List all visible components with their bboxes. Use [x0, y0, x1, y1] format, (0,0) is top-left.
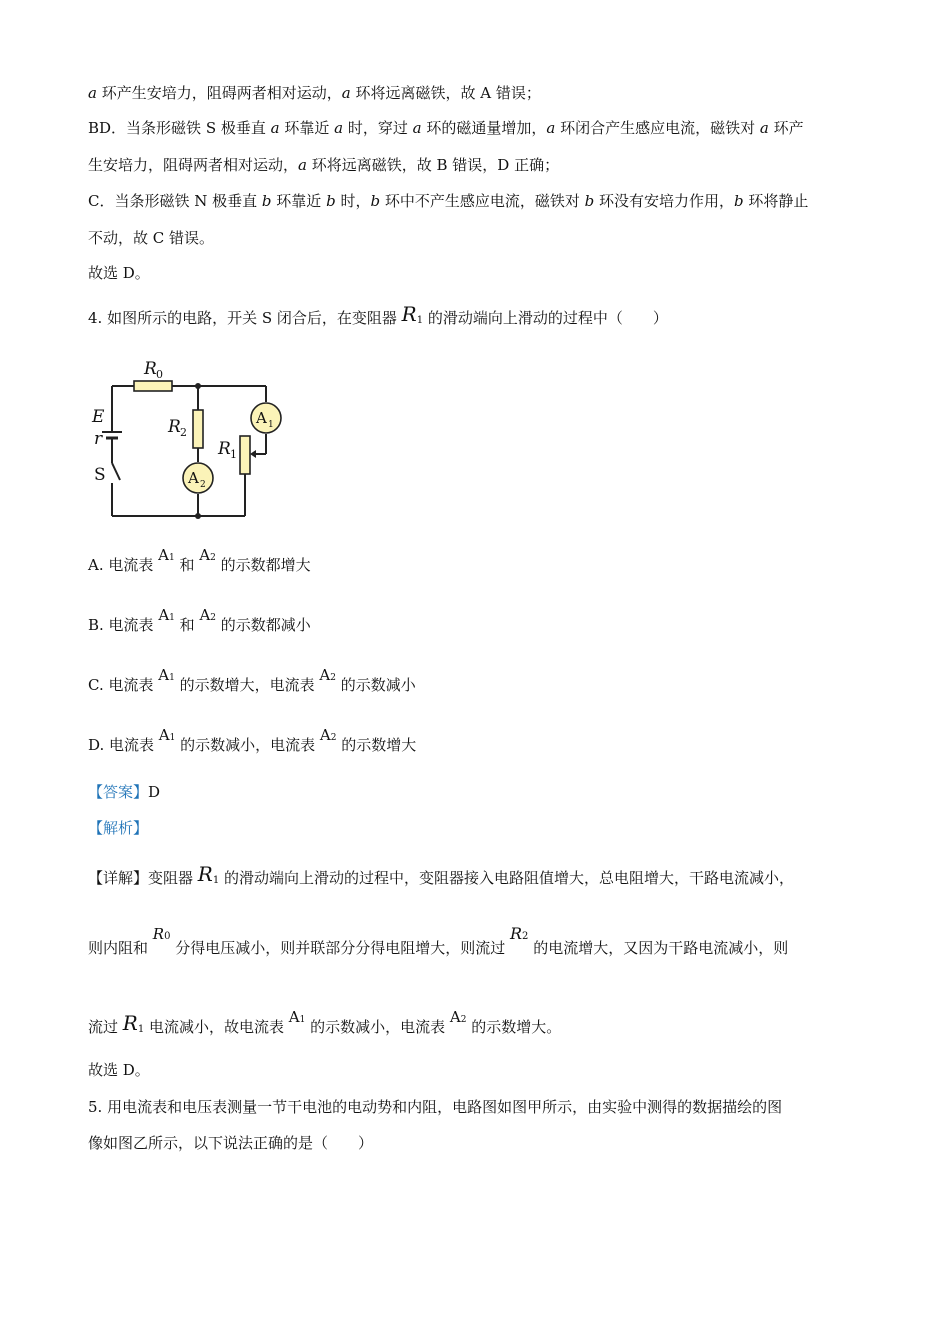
svg-text:0: 0	[156, 368, 163, 381]
svg-text:1: 1	[230, 448, 237, 461]
svg-text:E: E	[92, 407, 105, 427]
svg-text:R: R	[168, 417, 181, 437]
rheostat-R1	[240, 436, 250, 474]
detail-line-1: 【详解】变阻器 R1 的滑动端向上滑动的过程中，变阻器接入电路阻值增大，总电阻增大，干路电流减小，	[88, 862, 795, 887]
option-c[interactable]: C. 电流表 A1 的示数增大，电流表 A2 的示数减小	[88, 666, 416, 694]
resistor-R2	[193, 410, 203, 448]
option-d[interactable]: D. 电流表 A1 的示数减小，电流表 A2 的示数增大	[88, 726, 417, 754]
svg-text:2: 2	[200, 480, 206, 490]
detail-line-3: 流过 R1 电流减小，故电流表 A1 的示数减小，电流表 A2 的示数增大。	[88, 1008, 562, 1036]
slider-arrow-icon	[250, 450, 256, 458]
circuit-diagram	[84, 350, 294, 520]
option-a[interactable]: A. 电流表 A1 和 A2 的示数都增大	[88, 546, 311, 574]
resistor-R0	[134, 381, 172, 391]
svg-text:S: S	[94, 465, 106, 485]
question-5-line-1: 5. 用电流表和电压表测量一节干电池的电动势和内阻，电路图如图甲所示，由实验中测得的数据描绘的图	[88, 1098, 783, 1116]
svg-text:R: R	[144, 359, 157, 379]
svg-text:r: r	[94, 429, 103, 449]
svg-text:R: R	[218, 439, 231, 459]
text-line: 生安培力，阻碍两者相对运动，a 环将远离磁铁，故 B 错误，D 正确；	[88, 156, 560, 174]
option-b[interactable]: B. 电流表 A1 和 A2 的示数都减小	[88, 606, 311, 634]
analysis-tag: 【解析】	[88, 819, 149, 837]
answer: 【答案】D	[88, 783, 161, 801]
text-line: C．当条形磁铁 N 极垂直 b 环靠近 b 时，b 环中不产生感应电流，磁铁对 b 环没有安培力作用，b 环将静止	[88, 192, 809, 210]
question-5-line-2: 像如图乙所示，以下说法正确的是（ ）	[88, 1134, 374, 1152]
question-4-stem: 4. 如图所示的电路，开关 S 闭合后，在变阻器 R1 的滑动端向上滑动的过程中（ ）	[88, 302, 668, 327]
svg-text:2: 2	[180, 426, 187, 439]
detail-line-2: 则内阻和 R0 分得电压减小，则并联部分分得电阻增大，则流过 R2 的电流增大，又因为干路电流减小，则	[88, 924, 789, 957]
svg-text:A: A	[256, 409, 267, 427]
conclusion: 故选 D。	[88, 1061, 150, 1079]
text-line: 不动，故 C 错误。	[88, 229, 215, 247]
text-line: BD．当条形磁铁 S 极垂直 a 环靠近 a 时，穿过 a 环的磁通量增加，a 环闭合产生感应电流，磁铁对 a 环产	[88, 119, 804, 137]
svg-text:1: 1	[268, 420, 274, 430]
text-line: a 环产生安培力，阻碍两者相对运动，a 环将远离磁铁，故 A 错误；	[88, 84, 541, 102]
svg-text:A: A	[188, 469, 199, 487]
text-line: 故选 D。	[88, 264, 150, 282]
